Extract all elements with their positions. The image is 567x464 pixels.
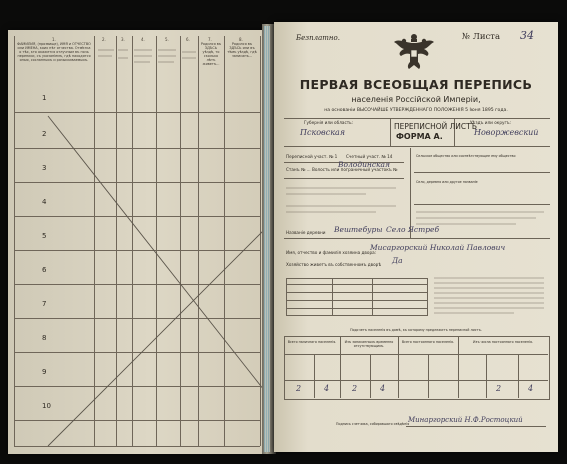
row-number: 8: [42, 334, 47, 342]
field-value: Володинская: [338, 160, 390, 169]
rule: [286, 284, 428, 285]
header-name-column: ФАМИЛИЯ, (прозвище), ИМЯ и ОТЧЕСТВО или ИМЕНА, коих нѣт отчества. Отмѣтка о тѣх, кто окажется отлучным въ ночь переписи, съ указаніемъ, гдѣ находятся оныя, сосланныхъ и разыскиваемыхъ.: [17, 42, 91, 62]
instructions-print-texture: [434, 274, 548, 320]
column-number: 2.: [102, 37, 106, 42]
population-value: 4: [528, 384, 534, 393]
header-residence-column: Родился въ ЗДѢСЬ или въ тѣмъ уѣздѣ, гдѣ записанъ...: [227, 42, 257, 58]
rule: [370, 354, 371, 398]
owner-value: Мисаргорский Николай Павлович: [370, 243, 506, 252]
rule: [284, 118, 550, 119]
list-number-label: № Листа: [462, 32, 501, 42]
signature-label: Подпись счетчика, собиравшаго свѣдѣнія: [336, 422, 410, 426]
form-name: ФОРМА А.: [396, 132, 443, 141]
list-number-value: 34: [520, 29, 534, 42]
column-number: 7.: [208, 37, 212, 42]
field-label: Село, деревня или другое названіе: [416, 180, 478, 184]
row-number: 3: [42, 164, 47, 172]
rule: [314, 354, 315, 398]
population-col-header: Изъ числа постояннаго населенія.: [473, 340, 533, 344]
page-edges: [264, 26, 270, 452]
population-value: 2: [496, 384, 502, 393]
governorate-value: Псковская: [300, 128, 346, 137]
rule: [284, 238, 550, 239]
rule: [486, 354, 487, 398]
row-number: 5: [42, 232, 47, 240]
place-value: Село Ястреб: [386, 225, 440, 234]
population-col-header: Изъ записанныхъ временно отсутствующихъ.: [344, 340, 394, 348]
form-title: ПЕРЕПИСНОЙ ЛИСТЪ: [394, 122, 477, 131]
column-number: 1.: [52, 37, 56, 42]
population-value: 2: [296, 384, 302, 393]
rule: [414, 204, 550, 205]
rule: [284, 380, 548, 381]
rule: [458, 336, 459, 398]
rule: [340, 336, 341, 398]
district-value: Новоржевский: [474, 128, 539, 137]
decree-line: на основаніи ВЫСОЧАЙШЕ УТВЕРЖДЕННАГО ПОЛОЖЕНІЯ 5 Іюня 1895 года.: [324, 108, 508, 113]
population-value: 4: [324, 384, 330, 393]
row-number: 2: [42, 130, 47, 138]
field-label: Переписной участ. № 1: [286, 154, 338, 159]
free-label: Безплатно.: [296, 34, 340, 42]
rule: [286, 308, 428, 309]
rule: [406, 426, 546, 427]
rule: [284, 354, 548, 355]
governorate-label: Губернія или область:: [304, 120, 354, 125]
rule: [286, 300, 428, 301]
district-label: Уѣздъ или округъ:: [470, 120, 512, 125]
page-title: ПЕРВАЯ ВСЕОБЩАЯ ПЕРЕПИСЬ: [299, 77, 533, 92]
rule: [428, 354, 429, 398]
rule: [284, 178, 404, 179]
population-col-header: Всего наличнаго населенія.: [287, 340, 337, 344]
rule: [398, 336, 399, 398]
column-number: 3.: [121, 37, 125, 42]
village-value: Вештебуры: [334, 225, 383, 234]
field-value: Счетный участ. № 14: [346, 154, 393, 159]
owner-label: Имя, отчество и фамилія хозяина двора:: [286, 250, 377, 255]
right-page: [274, 22, 558, 452]
row-number: 7: [42, 300, 47, 308]
population-value: 2: [352, 384, 358, 393]
signature-value: Минаргорский Н.Ф.Ростоцкий: [408, 416, 523, 424]
form-print-texture: [286, 182, 406, 226]
rule: [284, 146, 550, 147]
population-col-header: Всего постояннаго населенія.: [401, 340, 455, 344]
rule: [286, 292, 428, 293]
column-number: 5.: [165, 37, 169, 42]
row-number: 10: [42, 402, 51, 410]
column-number: 6.: [186, 37, 190, 42]
house-label: Хозяйство живетъ въ собственномъ дворѣ: [286, 262, 382, 267]
field-label: Станъ № ... Волость или пограничный участокъ №: [286, 167, 398, 172]
rule: [390, 118, 391, 146]
row-number: 6: [42, 266, 47, 274]
left-page: [8, 30, 266, 454]
page-subtitle: населенія Россійской Имперіи,: [351, 95, 481, 104]
population-table-title: Подсчетъ населенія въ домѣ, къ которому предлежитъ переписной листъ.: [350, 328, 482, 332]
house-value: Да: [392, 256, 403, 265]
population-value: 4: [380, 384, 386, 393]
rule: [414, 172, 550, 173]
rule: [518, 354, 519, 398]
row-number: 1: [42, 94, 47, 102]
village-label: Названіе деревни: [286, 230, 326, 235]
imperial-eagle-icon: [392, 32, 436, 72]
column-number: 8.: [239, 37, 243, 42]
column-number: 4.: [141, 37, 145, 42]
row-number: 9: [42, 368, 47, 376]
header-birthplace-column: Родился въ ЗДѢСЬ уѣздѣ, то сколько лѣтъ живетъ...: [200, 42, 222, 66]
field-label: Сельское общество или соотвѣтствующее ему общество: [416, 154, 516, 158]
row-number: 4: [42, 198, 47, 206]
cross-out-marks: [8, 30, 266, 454]
